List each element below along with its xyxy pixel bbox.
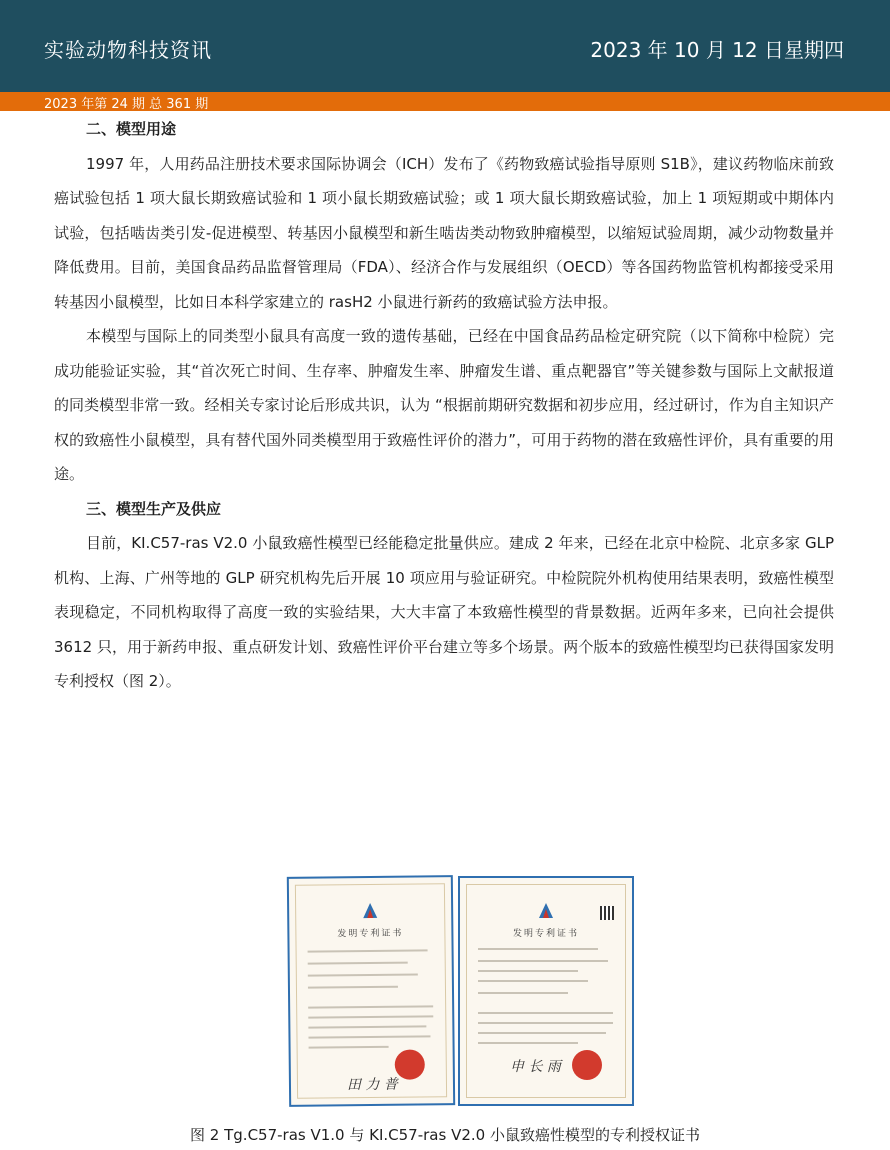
patent-certificate-right	[458, 876, 634, 1106]
patent-emblem-icon	[359, 900, 381, 922]
section-heading-usage: 二、模型用途	[86, 120, 177, 138]
article-body	[54, 112, 834, 699]
patent-certificates-figure	[288, 876, 634, 1106]
issue-stripe	[0, 92, 890, 111]
header-bar	[0, 0, 890, 92]
publication-title: 实验动物科技资讯	[44, 38, 212, 62]
figure-caption: 图 2 Tg.C57-ras V1.0 与 KI.C57-ras V2.0 小鼠致癌性模型的专利授权证书	[190, 1126, 700, 1144]
official-seal	[572, 1050, 602, 1080]
official-seal	[395, 1049, 425, 1079]
paragraph: 本模型与国际上的同类型小鼠具有高度一致的遗传基础，已经在中国食品药品检定研究院（以下简称中检院）完成功能验证实验，其“首次死亡时间、生存率、肿瘤发生率、肿瘤发生谱、重点靶器官”等关键参数与国际上文献报道的同类模型非常一致。经相关专家讨论后形成共识，认为 “根据前期研究数据和初步应用，经过研讨，作为自主知识产权的致癌性小鼠模型，具有替代国外同类模型用于致癌性评价的潜力”，可用于药物的潜在致癌性评价，具有重要的用途。	[54, 327, 834, 483]
certificate-title: 发明专利证书	[337, 928, 404, 940]
issue-number: 2023 年第 24 期 总 361 期	[44, 97, 209, 112]
certificate-title: 发明专利证书	[512, 929, 579, 939]
paragraph: 目前，KI.C57-ras V2.0 小鼠致癌性模型已经能稳定批量供应。建成 2 年来，已经在北京中检院、北京多家 GLP 机构、上海、广州等地的 GLP 研究机构先后开展 10 项应用与验证研究。中检院院外机构使用结果表明，致癌性模型表现稳定，不同机构取得了高度一致的实验结果，大大丰富了本致癌性模型的背景数据。近两年多来，已向社会提供 3612 只，用于新药申报、重点研发计划、致癌性评价平台建立等多个场景。两个版本的致癌性模型均已获得国家发明专利授权（图 2）。	[54, 534, 834, 690]
signature: 申 长 雨	[510, 1059, 561, 1075]
paragraph: 1997 年，人用药品注册技术要求国际协调会（ICH）发布了《药物致癌试验指导原则 S1B》，建议药物临床前致癌试验包括 1 项大鼠长期致癌试验和 1 项小鼠长期致癌试验；或 1 项大鼠长期致癌试验，加上 1 项短期或中期体内试验，包括啮齿类引发-促进模型、转基因小鼠模型和新生啮齿类动物致肿瘤模型，以缩短试验周期，减少动物数量并降低费用。目前，美国食品药品监督管理局（FDA）、经济合作与发展组织（OECD）等各国药物监管机构都接受采用转基因小鼠模型，比如日本科学家建立的 rasH2 小鼠进行新药的致癌试验方法申报。	[54, 154, 834, 311]
publication-date: 2023 年 10 月 12 日星期四	[590, 38, 844, 62]
patent-emblem-icon	[535, 900, 557, 922]
section-heading-production: 三、模型生产及供应	[86, 499, 222, 518]
patent-certificate-left	[287, 875, 455, 1107]
qr-code-icon	[600, 906, 614, 920]
signature: 田 力 普	[346, 1076, 398, 1094]
